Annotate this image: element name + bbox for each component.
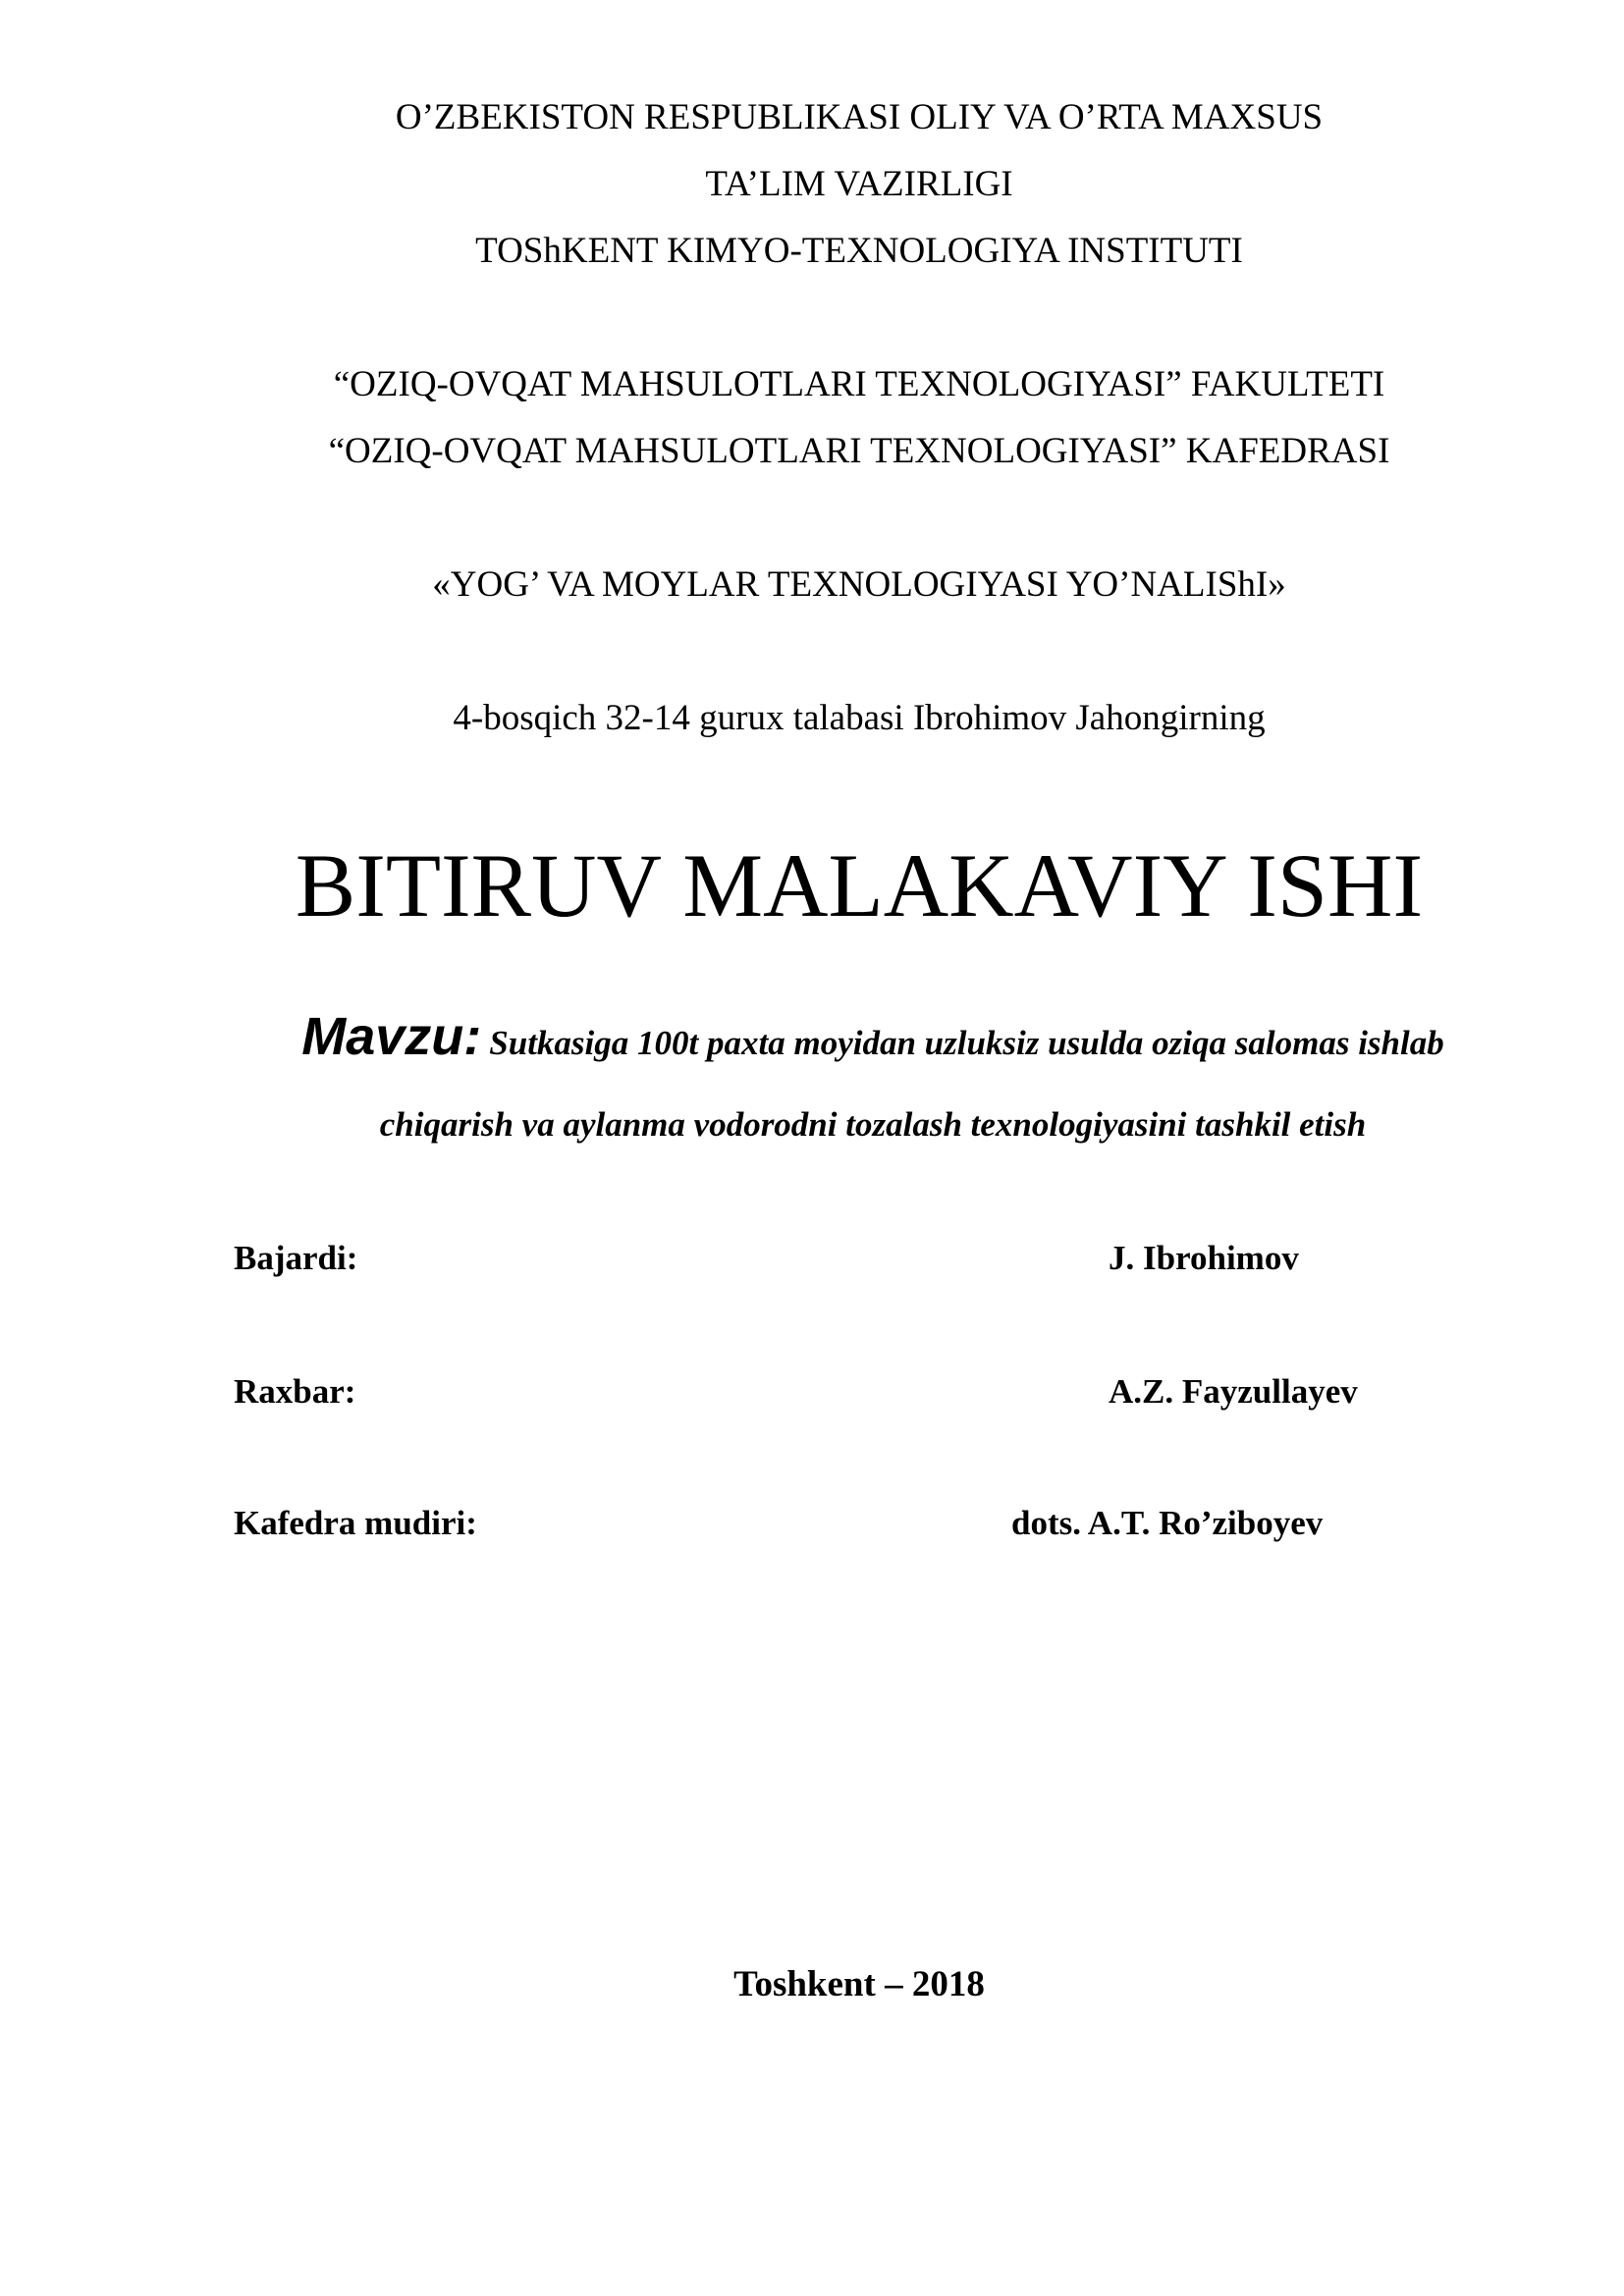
department-name: “OZIQ-OVQAT MAHSULOTLARI TEXNOLOGIYASI” KAFEDRASI	[328, 431, 1390, 471]
signature-label-bajardi: Bajardi:	[234, 1239, 358, 1277]
ministry-line-1: O’ZBEKISTON RESPUBLIKASI OLIY VA O’RTA MAXSUS	[395, 97, 1324, 137]
signature-label-raxbar: Raxbar:	[234, 1372, 356, 1411]
signature-name-kafedra-mudiri: dots. A.T. Ro’ziboyev	[1011, 1504, 1324, 1542]
place-year: Toshkent – 2018	[733, 1964, 985, 2004]
direction-name: «YOG’ VA MOYLAR TEXNOLOGIYASI YO’NALIShI»	[432, 564, 1286, 605]
signature-name-bajardi: J. Ibrohimov	[1109, 1239, 1299, 1277]
student-line: 4-bosqich 32-14 gurux talabasi Ibrohimov Jahongirning	[453, 698, 1266, 738]
institute-name: TOShKENT KIMYO-TEXNOLOGIYA INSTITUTI	[475, 231, 1243, 271]
topic-line-1	[0, 1007, 1624, 1073]
topic-line-2: chiqarish va aylanma vodorodni tozalash texnologiyasini tashkil etish	[379, 1105, 1367, 1144]
signature-name-raxbar: A.Z. Fayzullayev	[1109, 1372, 1358, 1411]
signature-label-kafedra-mudiri: Kafedra mudiri:	[234, 1504, 477, 1542]
document-title: BITIRUV MALAKAVIY ISHI	[295, 835, 1424, 935]
faculty-name: “OZIQ-OVQAT MAHSULOTLARI TEXNOLOGIYASI” FAKULTETI	[333, 364, 1385, 404]
topic-text-1: Sutkasiga 100t paxta moyidan uzluksiz usulda oziqa salomas ishlab	[489, 1024, 1444, 1062]
ministry-line-2: TA’LIM VAZIRLIGI	[705, 164, 1013, 204]
topic-label: Mavzu:	[301, 1007, 482, 1066]
